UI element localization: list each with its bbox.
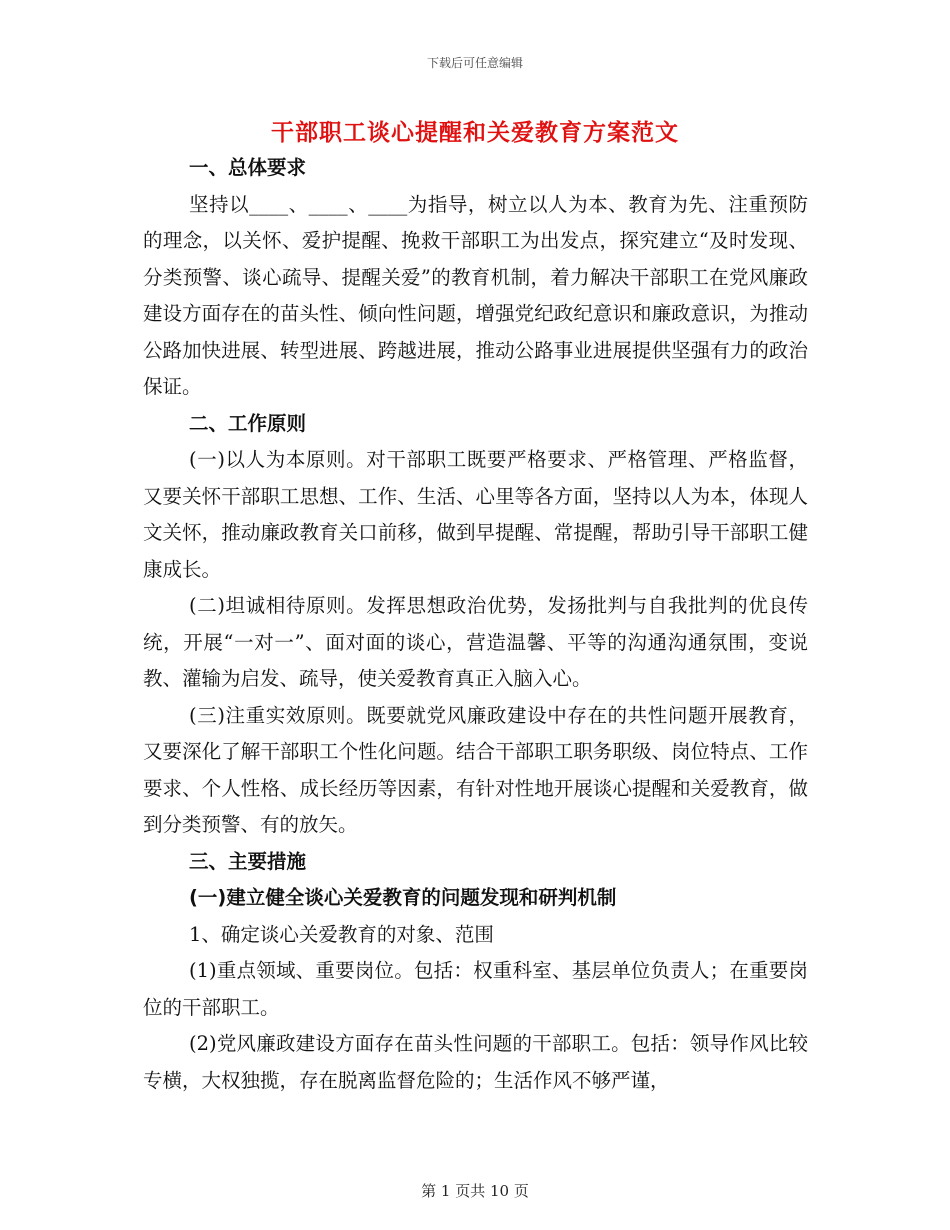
document-body	[143, 150, 808, 1099]
paragraph-scope: 1、确定谈心关爱教育的对象、范围	[189, 922, 494, 946]
page-header: 下载后可任意编辑	[426, 56, 523, 70]
paragraph-overall-requirements: 坚持以____、____、____为指导，树立以人为本、教育为先、注重预防的理念，以关怀、爱护提醒、挽救干部职工为出发点，探究建立“及时发现、分类预警、谈心疏导、提醒关爱”的教育机制，着力解决干部职工在党风廉政建设方面存在的苗头性、倾向性问题，增强党纪政纪意识和廉政意识，为推动公路加快进展、转型进展、跨越进展，推动公路事业进展提供坚强有力的政治保证。	[143, 192, 808, 398]
paragraph-scope-item-2: (2)党风廉政建设方面存在苗头性问题的干部职工。包括：领导作风比较专横，大权独揽，存在脱离监督危险的；生活作风不够严谨，	[143, 1032, 808, 1092]
section-heading-main-measures: 三、主要措施	[189, 849, 307, 873]
page-footer: 第 1 页共 10 页	[421, 1182, 529, 1200]
paragraph-principle-1: (一)以人为本原则。对干部职工既要严格要求、严格管理、严格监督，又要关怀干部职工思想、工作、生活、心里等各方面，坚持以人为本，体现人文关怀，推动廉政教育关口前移，做到早提醒、常提醒，帮助引导干部职工健康成长。	[143, 448, 808, 581]
section-heading-work-principles: 二、工作原则	[189, 411, 307, 435]
paragraph-principle-2: (二)坦诚相待原则。发挥思想政治优势，发扬批判与自我批判的优良传统，开展“一对一”、面对面的谈心，营造温馨、平等的沟通沟通氛围，变说教、灌输为启发、疏导，使关爱教育真正入脑入心。	[143, 594, 808, 690]
paragraph-principle-3: (三)注重实效原则。既要就党风廉政建设中存在的共性问题开展教育，又要深化了解干部职工个性化问题。结合干部职工职务职级、岗位特点、工作要求、个人性格、成长经历等因素，有针对性地开展谈心提醒和关爱教育，做到分类预警、有的放矢。	[143, 703, 808, 836]
document-title: 干部职工谈心提醒和关爱教育方案范文	[271, 119, 679, 146]
subheading-measure-1: (一)建立健全谈心关爱教育的问题发现和研判机制	[189, 886, 617, 909]
paragraph-scope-item-1: (1)重点领域、重要岗位。包括：权重科室、基层单位负责人；在重要岗位的干部职工。	[143, 959, 808, 1019]
section-heading-overall-requirements: 一、总体要求	[189, 156, 307, 179]
